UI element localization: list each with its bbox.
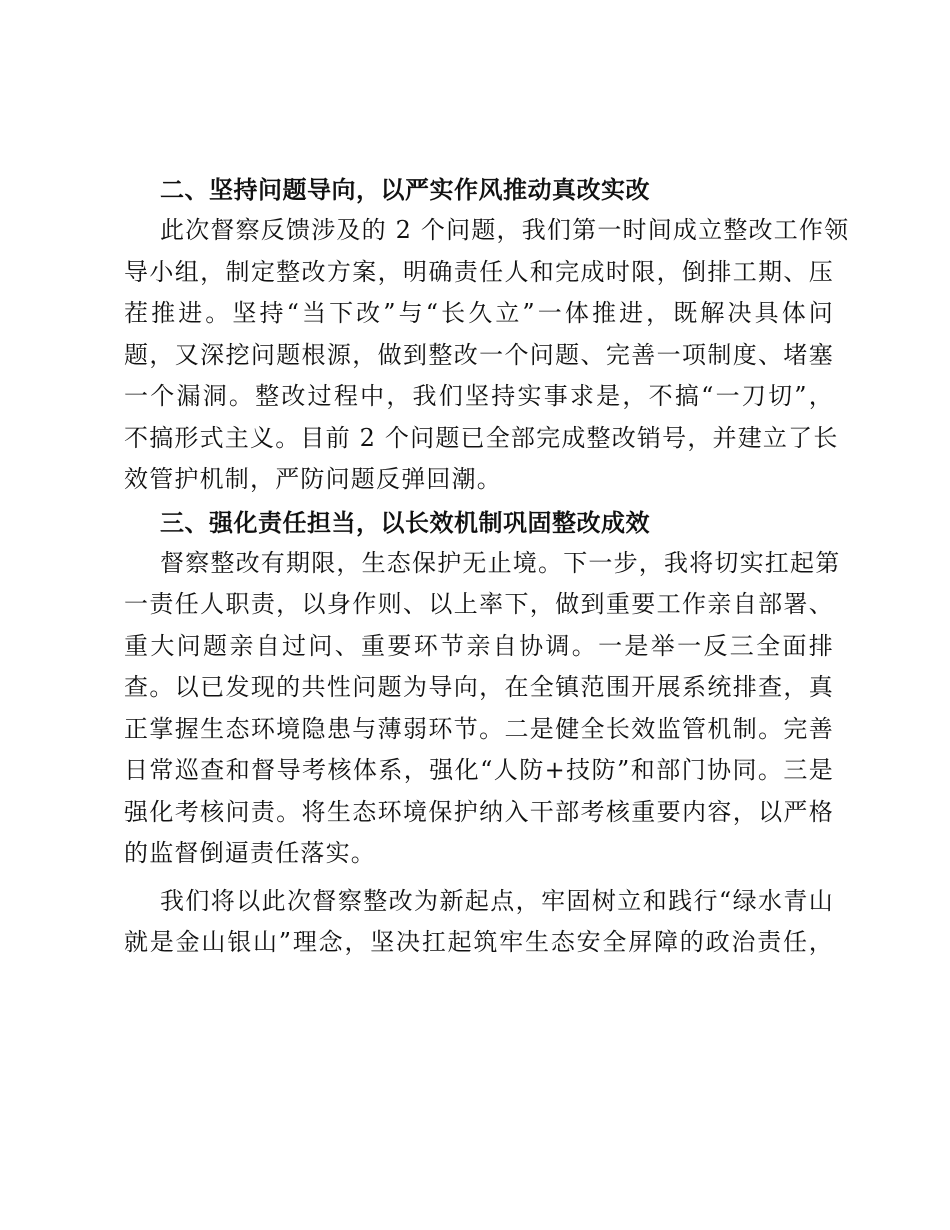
paragraph-line: 茬推进。坚持“当下改”与“长久立”一体推进，既解决具体问 xyxy=(124,299,834,327)
paragraph-line: 此次督察反馈涉及的 2 个问题，我们第一时间成立整改工作领 xyxy=(160,216,850,244)
paragraph-line: 效管护机制，严防问题反弹回潮。 xyxy=(124,465,502,493)
paragraph-line: 题，又深挖问题根源，做到整改一个问题、完善一项制度、堵塞 xyxy=(124,340,834,369)
section-heading-2: 二、坚持问题导向，以严实作风推动真改实改 xyxy=(160,176,650,204)
paragraph-line: 正掌握生态环境隐患与薄弱环节。二是健全长效监管机制。完善 xyxy=(124,714,834,743)
paragraph-line: 一个漏洞。整改过程中，我们坚持实事求是，不搞“一刀切”， xyxy=(124,382,834,410)
paragraph-line: 导小组，制定整改方案，明确责任人和完成时限，倒排工期、压 xyxy=(124,257,834,286)
section-2-paragraph xyxy=(124,210,850,501)
paragraph-line: 强化考核问责。将生态环境保护纳入干部考核重要内容，以严格 xyxy=(124,797,834,826)
paragraph-line: 不搞形式主义。目前 2 个问题已全部完成整改销号，并建立了长 xyxy=(124,423,839,452)
paragraph-line: 日常巡查和督导考核体系，强化“人防+技防”和部门协同。三是 xyxy=(124,756,834,784)
document-body xyxy=(124,170,850,964)
section-heading-3: 三、强化责任担当，以长效机制巩固整改成效 xyxy=(160,508,650,537)
section-3-paragraph xyxy=(124,543,841,875)
closing-paragraph xyxy=(124,881,834,964)
paragraph-line: 查。以已发现的共性问题为导向，在全镇范围开展系统排查，真 xyxy=(124,673,834,701)
paragraph-line: 就是金山银山”理念，坚决扛起筑牢生态安全屏障的政治责任， xyxy=(124,928,834,956)
paragraph-line: 一责任人职责，以身作则、以上率下，做到重要工作亲自部署、 xyxy=(124,590,834,618)
paragraph-line: 的监督倒逼责任落实。 xyxy=(124,839,376,867)
paragraph-line: 重大问题亲自过问、重要环节亲自协调。一是举一反三全面排 xyxy=(124,631,834,660)
paragraph-line: 我们将以此次督察整改为新起点，牢固树立和践行“绿水青山 xyxy=(160,886,834,915)
paragraph-line: 督察整改有期限，生态保护无止境。下一步，我将切实扛起第 xyxy=(160,548,841,577)
